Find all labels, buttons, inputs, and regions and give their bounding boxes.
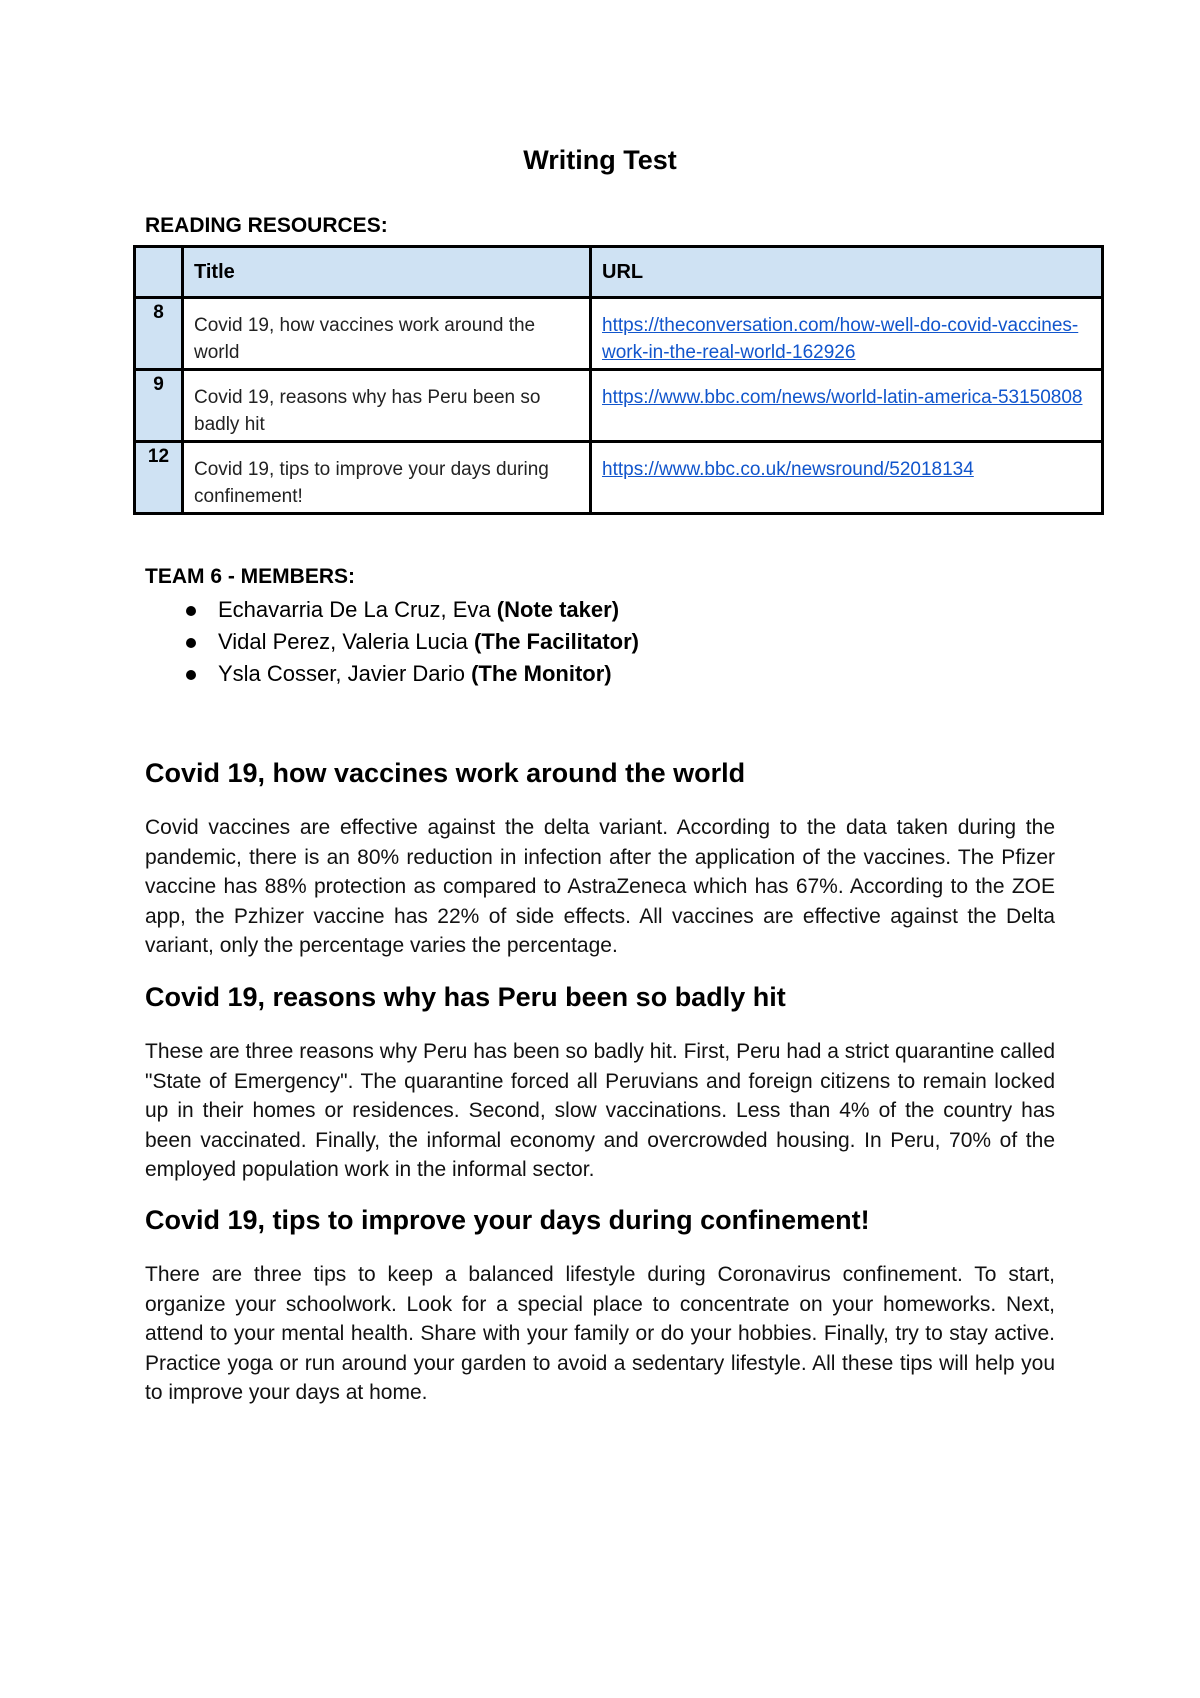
resource-number: 12 [135, 442, 183, 514]
header-title: Title [183, 247, 591, 298]
section-heading-vaccines: Covid 19, how vaccines work around the world [145, 758, 746, 788]
list-item [180, 594, 639, 626]
member-role: (The Monitor) [471, 661, 612, 686]
member-name: Echavarria De La Cruz, Eva [218, 597, 497, 622]
resource-link[interactable]: https://www.bbc.com/news/world-latin-america-53150808 [602, 387, 1083, 408]
member-name: Ysla Cosser, Javier Dario [218, 661, 472, 686]
section-body-peru: These are three reasons why Peru has been so badly hit. First, Peru had a strict quarantine called "State of Emergency". The quarantine forced all Peruvians and foreign citizens to remain locked up in their homes or residences. Second, slow vaccinations. Less than 4% of the country has been vaccinated. Finally, the informal economy and overcrowded housing. In Peru, 70% of the employed population work in the informal sector. [145, 1040, 1055, 1181]
reading-resources-label: READING RESOURCES: [145, 214, 388, 237]
table-header-row [135, 247, 1103, 298]
resource-title: Covid 19, how vaccines work around the world [183, 298, 591, 370]
resource-title: Covid 19, reasons why has Peru been so badly hit [183, 370, 591, 442]
section-body-vaccines: Covid vaccines are effective against the delta variant. According to the data taken during the pandemic, there is an 80% reduction in infection after the application of the vaccines. The Pfizer vaccine has 88% protection as compared to AstraZeneca which has 67%. According to the ZOE app, the Pzhizer vaccine has 22% of side effects. All vaccines are effective against the Delta variant, only the percentage varies the percentage. [145, 816, 1055, 957]
table-row [135, 442, 1103, 514]
member-name: Vidal Perez, Valeria Lucia [218, 629, 474, 654]
section-body-tips: There are three tips to keep a balanced lifestyle during Coronavirus confinement. To start, organize your schoolwork. Look for a special place to concentrate on your homeworks. Next, attend to your mental health. Share with your family or do your hobbies. Finally, try to stay active. Practice yoga or run around your garden to avoid a sedentary lifestyle. All these tips will help you to improve your days at home. [145, 1263, 1055, 1404]
list-item [180, 626, 639, 658]
bullet-icon [186, 638, 196, 648]
resource-number: 9 [135, 370, 183, 442]
section-heading-peru: Covid 19, reasons why has Peru been so badly hit [145, 982, 786, 1012]
resource-link[interactable]: https://www.bbc.co.uk/newsround/52018134 [602, 459, 974, 480]
section-heading-tips: Covid 19, tips to improve your days during confinement! [145, 1205, 870, 1235]
team-member-list [180, 594, 639, 690]
team-members-label: TEAM 6 - MEMBERS: [145, 565, 355, 588]
resource-number: 8 [135, 298, 183, 370]
table-row [135, 370, 1103, 442]
resource-link[interactable]: https://theconversation.com/how-well-do-covid-vaccines-work-in-the-real-world-162926 [602, 315, 1079, 363]
table-row [135, 298, 1103, 370]
member-role: (The Facilitator) [474, 629, 640, 654]
header-num [135, 247, 183, 298]
bullet-icon [186, 670, 196, 680]
reading-resources-table [133, 245, 1104, 515]
list-item [180, 658, 639, 690]
resource-title: Covid 19, tips to improve your days during confinement! [183, 442, 591, 514]
document-title: Writing Test [523, 145, 677, 175]
member-role: (Note taker) [496, 597, 620, 622]
header-url: URL [591, 247, 1103, 298]
bullet-icon [186, 606, 196, 616]
